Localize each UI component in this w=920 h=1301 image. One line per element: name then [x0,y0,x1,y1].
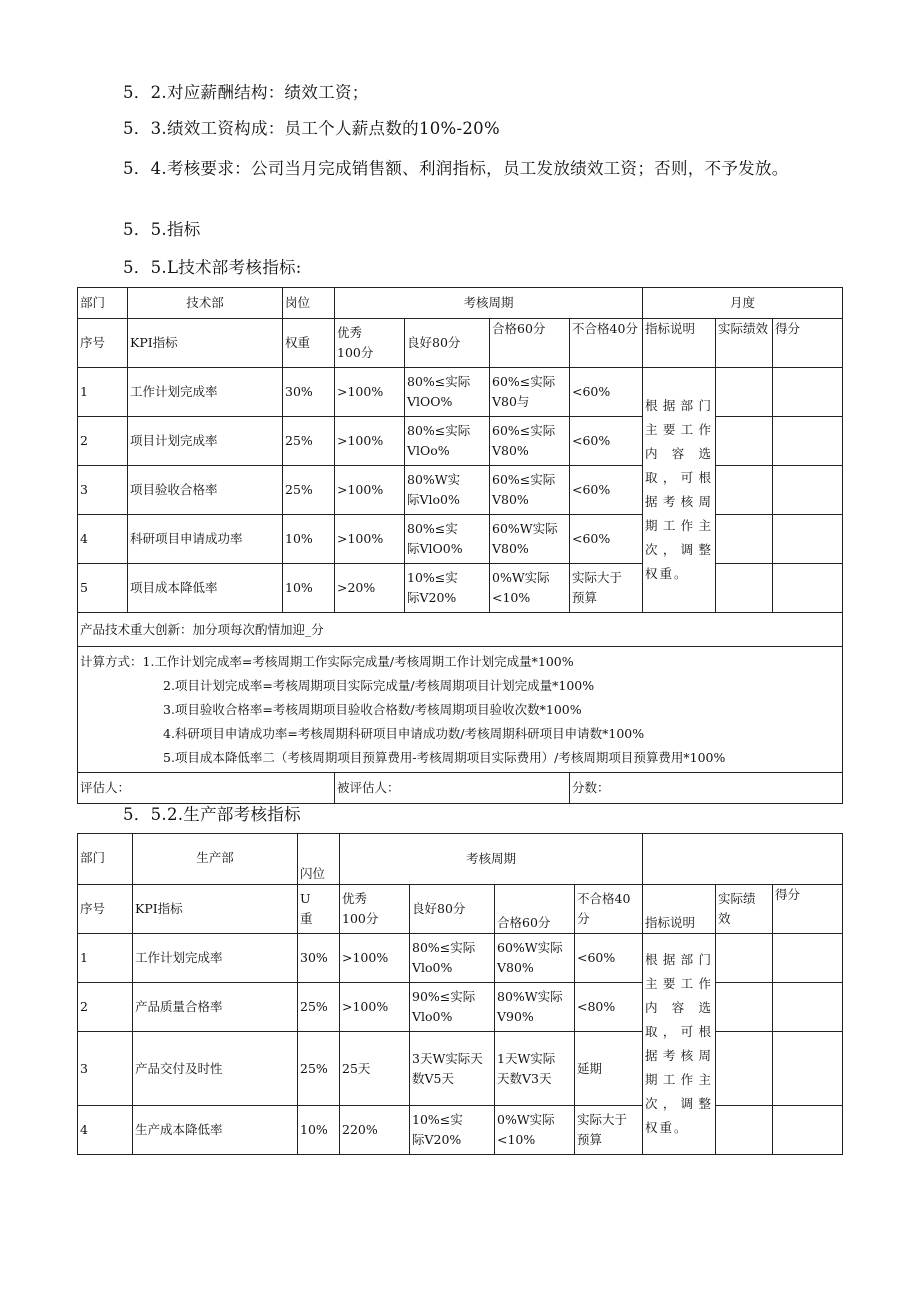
table-row [78,983,843,1032]
row-good: 80%≤实际 VlOO% [405,368,490,417]
row-kpi: 科研项目申请成功率 [128,515,283,564]
row-good: 80%≤实际 VlOo% [405,417,490,466]
row-excellent: >100% [335,417,405,466]
header-desc: 指标说明 [643,319,716,368]
row-actual [716,934,773,983]
row-kpi: 生产成本降低率 [133,1106,298,1155]
table-row [78,515,843,564]
row-seq: 3 [78,466,128,515]
production-kpi-table [77,833,843,1155]
indicator-note-text: 根据部门主要工作内容选取，可根据考核周期工作主次，调整权重。 [645,398,714,581]
row-fail: 延期 [575,1032,643,1106]
row-pass: 60%≤实际 V80% [490,466,570,515]
formula-line: 计算方式：1.工作计划完成率=考核周期工作实际完成量/考核周期工作计划完成量*100% [80,653,574,669]
evaluatee-field: 被评估人： [335,773,570,804]
score-field: 分数： [570,773,843,804]
row-weight: 25% [283,417,335,466]
row-good: 10%≤实 际V20% [405,564,490,613]
row-excellent: >100% [340,983,410,1032]
row-weight: 10% [298,1106,340,1155]
row-weight: 25% [298,983,340,1032]
row-fail: 实际大于 预算 [575,1106,643,1155]
para-5-3: 5．3.绩效工资构成：员工个人薪点数的10%-20% [123,119,500,138]
row-seq: 2 [78,983,133,1032]
table-row [78,564,843,613]
table-row [78,1032,843,1106]
indicator-note [643,368,716,613]
row-pass: 1天W实际 天数V3天 [495,1032,575,1106]
row-excellent: 220% [340,1106,410,1155]
table-row [78,417,843,466]
row-excellent: >100% [335,466,405,515]
row-score [773,934,843,983]
row-seq: 1 [78,934,133,983]
row-pass: 80%W实际 V90% [495,983,575,1032]
row-actual [716,368,773,417]
row-seq: 2 [78,417,128,466]
row-weight: 25% [298,1032,340,1106]
row-score [773,515,843,564]
row-excellent: 25天 [340,1032,410,1106]
cycle-value [643,834,843,885]
row-score [773,368,843,417]
table-row [78,934,843,983]
header-weight: 权重 [283,319,335,368]
row-fail: <60% [570,417,643,466]
header-fail: 不合格40分 [570,319,643,368]
header-actual: 实际绩 效 [716,885,773,934]
row-seq: 4 [78,1106,133,1155]
formula-line: 5.项目成本降低率二（考核周期项目预算费用-考核周期项目实际费用）/考核周期项目预算费用*100% [163,749,726,765]
row-actual [716,1032,773,1106]
row-fail: <60% [570,368,643,417]
row-good: 3天W实际天 数V5天 [410,1032,495,1106]
position-label: 闪位 [298,834,340,885]
row-kpi: 项目验收合格率 [128,466,283,515]
dept-value: 技术部 [128,288,283,319]
row-kpi: 项目计划完成率 [128,417,283,466]
header-excellent: 优秀 100分 [335,319,405,368]
bonus-row: 产品技术重大创新：加分项每次酌情加迎_分 [78,613,843,647]
row-kpi: 项目成本降低率 [128,564,283,613]
row-excellent: >100% [340,934,410,983]
header-excellent: 优秀 100分 [340,885,410,934]
para-5-5: 5．5.指标 [123,220,201,239]
header-score: 得分 [773,885,843,934]
row-kpi: 工作计划完成率 [128,368,283,417]
header-fail: 不合格40 分 [575,885,643,934]
formula-line: 3.项目验收合格率=考核周期项目验收合格数/考核周期项目验收次数*100% [163,701,582,717]
row-seq: 5 [78,564,128,613]
row-kpi: 产品质量合格率 [133,983,298,1032]
row-seq: 4 [78,515,128,564]
para-5-2: 5．2.对应薪酬结构：绩效工资； [123,83,369,102]
row-kpi: 工作计划完成率 [133,934,298,983]
cycle-label: 考核周期 [335,288,643,319]
row-actual [716,417,773,466]
row-weight: 10% [283,564,335,613]
row-fail: <80% [575,983,643,1032]
dept-value: 生产部 [133,834,298,885]
formula-line: 4.科研项目申请成功率=考核周期科研项目申请成功数/考核周期科研项目申请数*100% [163,725,645,741]
row-weight: 30% [298,934,340,983]
row-excellent: >100% [335,515,405,564]
para-5-5-2-heading: 5．5.2.生产部考核指标 [123,805,301,824]
formula-line: 2.项目计划完成率=考核周期项目实际完成量/考核周期项目计划完成量*100% [163,677,595,693]
header-seq: 序号 [78,319,128,368]
row-score [773,983,843,1032]
header-desc: 指标说明 [643,885,716,934]
row-actual [716,515,773,564]
row-excellent: >100% [335,368,405,417]
row-pass: 60%W实际 V80% [490,515,570,564]
header-score: 得分 [773,319,843,368]
indicator-note-text: 根据部门主要工作内容选取，可根据考核周期工作主次，调整权重。 [645,952,714,1135]
row-pass: 0%W实际 <10% [495,1106,575,1155]
header-kpi: KPI指标 [133,885,298,934]
row-good: 80%≤实际 Vlo0% [410,934,495,983]
row-kpi: 产品交付及时性 [133,1032,298,1106]
row-score [773,417,843,466]
formula-block [78,647,843,773]
row-weight: 30% [283,368,335,417]
row-score [773,1032,843,1106]
table-row [78,1106,843,1155]
row-fail: 实际大于 预算 [570,564,643,613]
row-fail: <60% [570,515,643,564]
row-seq: 3 [78,1032,133,1106]
row-good: 80%≤实 际VlO0% [405,515,490,564]
header-good: 良好80分 [410,885,495,934]
row-actual [716,564,773,613]
position-label: 岗位 [283,288,335,319]
cycle-value: 月度 [643,288,843,319]
header-kpi: KPI指标 [128,319,283,368]
row-score [773,1106,843,1155]
row-weight: 10% [283,515,335,564]
row-score [773,564,843,613]
header-pass: 合格60分 [495,885,575,934]
para-5-5-1-heading: 5．5.L技术部考核指标: [123,258,302,277]
header-seq: 序号 [78,885,133,934]
row-pass: 60%W实际 V80% [495,934,575,983]
table-row [78,466,843,515]
row-good: 10%≤实 际V20% [410,1106,495,1155]
row-fail: <60% [570,466,643,515]
row-seq: 1 [78,368,128,417]
tech-kpi-table [77,287,843,804]
header-good: 良好80分 [405,319,490,368]
row-score [773,466,843,515]
row-pass: 60%≤实际 V80与 [490,368,570,417]
row-actual [716,1106,773,1155]
header-actual: 实际绩效 [716,319,773,368]
row-pass: 0%W实际 <10% [490,564,570,613]
table-row [78,368,843,417]
row-good: 90%≤实际 Vlo0% [410,983,495,1032]
dept-label: 部门 [78,288,128,319]
row-actual [716,983,773,1032]
row-fail: <60% [575,934,643,983]
row-actual [716,466,773,515]
indicator-note [643,934,716,1155]
row-excellent: >20% [335,564,405,613]
cycle-label: 考核周期 [340,834,643,885]
para-5-4: 5．4.考核要求：公司当月完成销售额、利润指标，员工发放绩效工资；否则，不予发放。 [123,159,789,178]
evaluator-field: 评估人： [78,773,335,804]
header-pass: 合格60分 [490,319,570,368]
row-weight: 25% [283,466,335,515]
header-weight: U 重 [298,885,340,934]
dept-label: 部门 [78,834,133,885]
row-good: 80%W实 际Vlo0% [405,466,490,515]
row-pass: 60%≤实际 V80% [490,417,570,466]
